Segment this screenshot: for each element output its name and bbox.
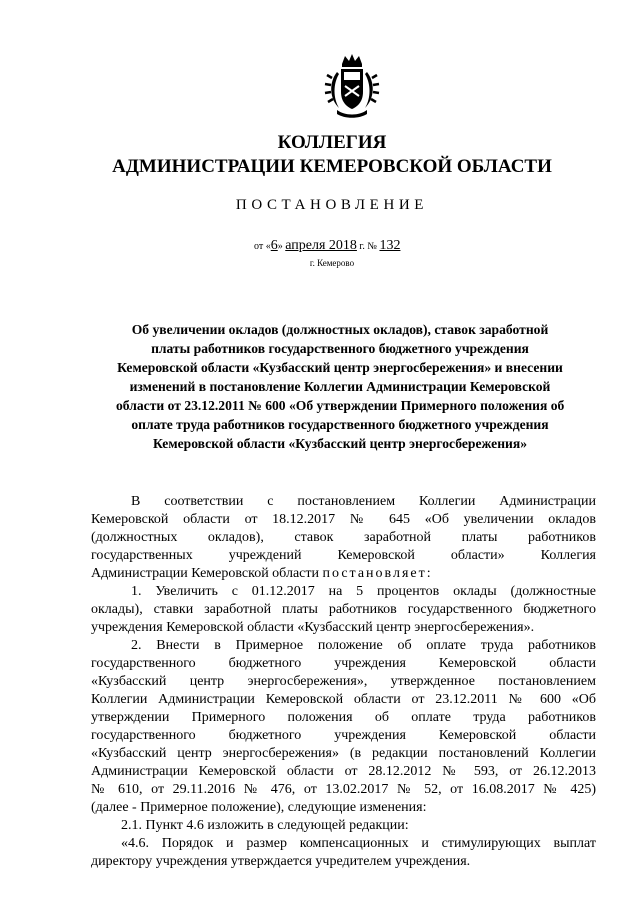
body-line: Коллегии Администрации Кемеровской области от 23.12.2011 № 600 «Об <box>91 692 596 707</box>
body-line: В соответствии с постановлением Коллегии Администрации <box>131 494 596 509</box>
body-line: № 610, от 29.11.2016 № 476, от 13.02.2017 № 52, от 16.08.2017 № 425) <box>91 782 596 797</box>
date-year-suffix: г. <box>359 241 365 252</box>
date-prefix: от « <box>254 241 271 252</box>
number-sign: № <box>367 241 377 252</box>
body-line: государственного бюджетного учреждения Кемеровской области <box>91 656 596 671</box>
body-line: 2.1. Пункт 4.6 изложить в следующей редакции: <box>121 818 409 833</box>
date-close: » <box>277 241 283 252</box>
title-line: Кемеровской области «Кузбасский центр энергосбережения» <box>152 436 528 451</box>
title-line: оплате труда работников государственного бюджетного учреждения <box>131 417 549 432</box>
body-line: Администрации Кемеровской области от 28.12.2012 № 593, от 26.12.2013 <box>91 764 596 779</box>
date-month-year: апреля 2018 <box>285 238 357 253</box>
body-line: Кемеровской области от 18.12.2017 № 645 «Об увеличении окладов <box>91 512 596 527</box>
title-line: платы работников государственного бюджетного учреждения <box>151 341 529 356</box>
document-date-line <box>254 238 454 254</box>
body-line: (далее - Примерное положение), следующие изменения: <box>91 800 427 815</box>
body-line: утверждении Примерного положения об оплате труда работников <box>91 710 596 725</box>
coat-of-arms-emblem-icon <box>323 52 381 120</box>
document-city: г. Кемерово <box>309 258 355 268</box>
body-line: государственных учреждений Кемеровской области» Коллегия <box>91 548 596 563</box>
body-line: «Кузбасский центр энергосбережения», утвержденное постановлением <box>91 674 596 689</box>
body-line: (должностных окладов), ставок заработной платы работников <box>91 530 596 545</box>
body-line: директору учреждения утверждается учредителем учреждения. <box>91 854 471 869</box>
title-line: изменений в постановление Коллегии Администрации Кемеровской <box>129 379 551 394</box>
body-line: государственного бюджетного учреждения Кемеровской области <box>91 728 596 743</box>
body-line-text: Администрации Кемеровской области <box>91 566 319 581</box>
title-line: Об увеличении окладов (должностных окладов), ставок заработной <box>131 322 549 337</box>
date-day: 6 <box>270 238 278 253</box>
body-line <box>91 565 596 583</box>
body-line: «4.6. Порядок и размер компенсационных и стимулирующих выплат <box>121 836 596 851</box>
document-body <box>91 493 596 871</box>
document-type: ПОСТАНОВЛЕНИЕ <box>235 197 429 213</box>
decree-keyword: постановляет: <box>322 566 433 581</box>
title-line: области от 23.12.2011 № 600 «Об утверждении Примерного положения об <box>116 398 565 413</box>
organization-name-line1: КОЛЛЕГИЯ <box>277 132 387 153</box>
document-title <box>116 320 564 453</box>
body-line: учреждения Кемеровской области «Кузбасский центр энергосбережения». <box>91 620 535 635</box>
body-line: 2. Внести в Примерное положение об оплате труда работников <box>131 638 596 653</box>
body-line: «Кузбасский центр энергосбережения» (в редакции постановлений Коллегии <box>91 746 596 761</box>
organization-name-line2: АДМИНИСТРАЦИИ КЕМЕРОВСКОЙ ОБЛАСТИ <box>112 156 552 177</box>
body-line: оклады), ставки заработной платы работников государственного бюджетного <box>91 602 596 617</box>
document-number: 132 <box>379 238 401 253</box>
title-line: Кемеровской области «Кузбасский центр энергосбережения» и внесении <box>117 360 563 375</box>
body-line: 1. Увеличить с 01.12.2017 на 5 процентов оклады (должностные <box>131 584 596 599</box>
